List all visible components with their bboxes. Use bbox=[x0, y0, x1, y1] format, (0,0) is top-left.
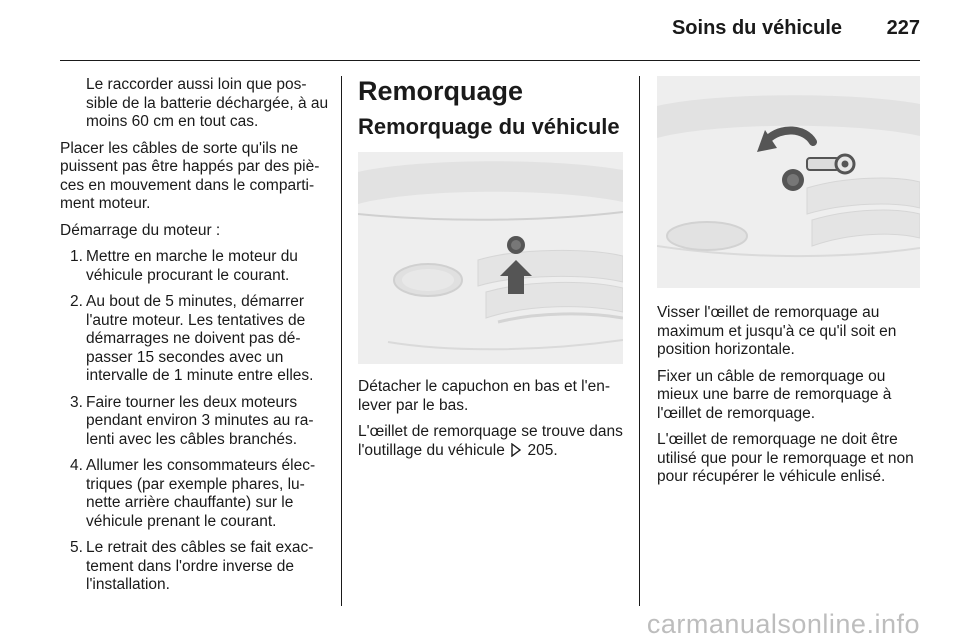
step-text: Faire tourner les deux moteurs pendant environ 3 minutes au ra-lenti avec les câbles branchés. bbox=[86, 393, 314, 448]
step-text: Mettre en marche le moteur du véhicule procurant le courant. bbox=[86, 248, 298, 284]
cap-removal-paragraph: Détacher le capuchon en bas et l'en-lever par le bas. bbox=[358, 378, 610, 414]
step-text: Le retrait des câbles se fait exac-tement dans l'ordre inverse de l'installation. bbox=[86, 539, 314, 593]
attach-cable-paragraph: Fixer un câble de remorquage ou mieux une barre de remorquage à l'œillet de remorquage. bbox=[657, 367, 892, 422]
step-number: 3. bbox=[70, 393, 83, 411]
column-divider-2 bbox=[639, 76, 640, 606]
subsection-title: Remorquage du véhicule bbox=[358, 114, 620, 139]
tow-eye-location-text: L'œillet de remorquage se trouve dans l'outillage du véhicule bbox=[358, 423, 623, 459]
towing-eye-screw-illustration bbox=[657, 76, 920, 288]
intro-paragraph: Le raccorder aussi loin que pos-sible de la batterie déchargée, à au moins 60 cm en tout cas. bbox=[86, 76, 329, 130]
cable-placement-paragraph: Placer les câbles de sorte qu'ils ne puissent pas être happés par des piè-ces en mouvement dans le comparti-ment moteur. bbox=[60, 139, 320, 212]
page-reference-icon bbox=[511, 443, 521, 457]
step-number: 5. bbox=[70, 539, 83, 556]
step-number: 4. bbox=[70, 457, 83, 474]
reference-page-link[interactable]: 205. bbox=[527, 441, 558, 459]
list-item bbox=[60, 457, 330, 531]
list-item bbox=[60, 248, 330, 285]
watermark: carmanualsonline.info bbox=[646, 609, 920, 639]
right-column bbox=[657, 76, 922, 495]
tow-eye-location-paragraph bbox=[358, 423, 623, 460]
left-column bbox=[60, 76, 330, 603]
screw-eye-paragraph: Visser l'œillet de remorquage au maximum et jusqu'à ce qu'il soit en position horizontale. bbox=[657, 304, 897, 358]
page-header bbox=[60, 0, 920, 61]
column-divider-1 bbox=[341, 76, 342, 606]
page-number: 227 bbox=[886, 17, 920, 39]
eye-usage-paragraph: L'œillet de remorquage ne doit être utilisé que pour le remorquage et non pour récupérer le véhicule enlisé. bbox=[657, 431, 914, 485]
step-number: 2. bbox=[70, 293, 83, 310]
step-text: Au bout de 5 minutes, démarrer l'autre moteur. Les tentatives de démarrages ne doivent pas dé-passer 15 secondes avec un intervalle de 1 minute entre elles. bbox=[86, 293, 314, 384]
list-item bbox=[60, 539, 330, 595]
list-item bbox=[60, 293, 330, 386]
step-number: 1. bbox=[70, 248, 83, 265]
engine-start-heading: Démarrage du moteur : bbox=[60, 221, 221, 239]
header-title: Soins du véhicule bbox=[671, 17, 842, 39]
middle-column bbox=[358, 76, 623, 468]
step-text: Allumer les consommateurs élec-triques (par exemple phares, lu-nette arrière chauffante) sur le véhicule prenant le courant. bbox=[86, 457, 316, 530]
bumper-cap-illustration bbox=[358, 152, 623, 364]
start-steps-list bbox=[60, 248, 330, 595]
list-item bbox=[60, 394, 330, 450]
section-title: Remorquage bbox=[358, 76, 524, 106]
